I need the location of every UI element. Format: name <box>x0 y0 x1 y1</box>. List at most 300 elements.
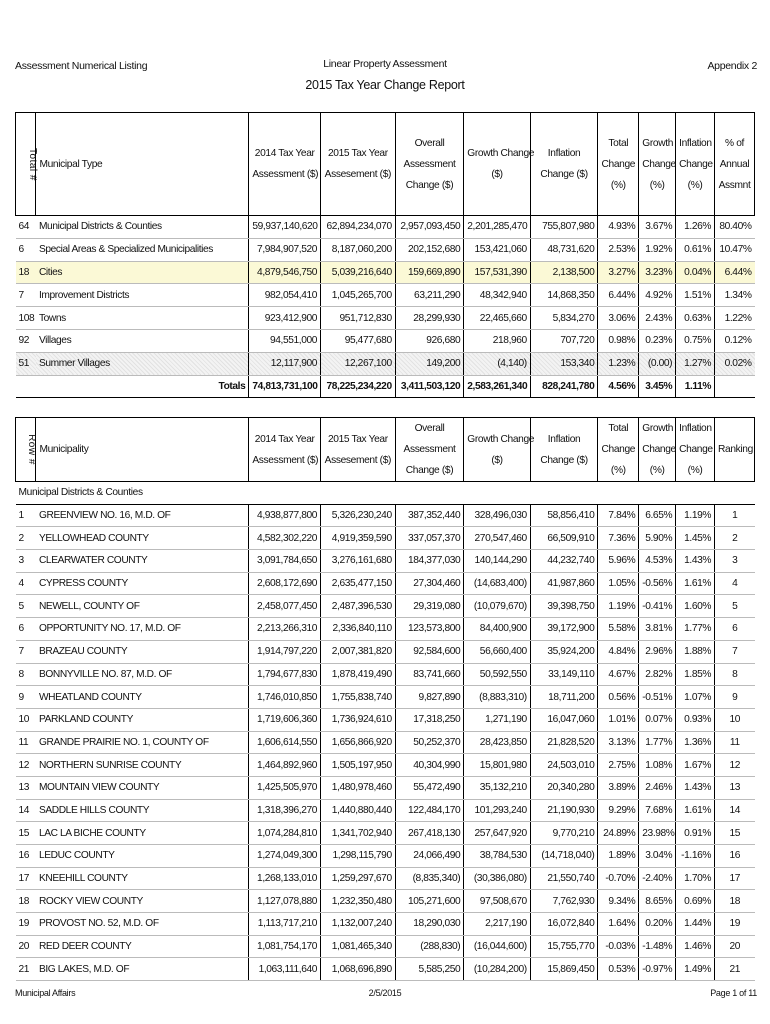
total-assessment-2015-cell: 78,225,234,220 <box>321 375 396 397</box>
growth-change-cell: (10,284,200) <box>464 958 531 981</box>
report-title-line2: 2015 Tax Year Change Report <box>305 78 465 92</box>
assessment-2014-cell: 1,746,010,850 <box>249 686 321 709</box>
inflation-change-pct-cell: 1.43% <box>676 776 715 799</box>
growth-change-header: Growth Change ($) <box>464 113 531 216</box>
row-number-cell: 21 <box>16 958 36 981</box>
growth-change-pct-cell: 3.23% <box>639 261 676 284</box>
inflation-change-pct-cell: 1.44% <box>676 913 715 936</box>
assessment-2014-cell: 12,117,900 <box>249 352 321 375</box>
municipal-type-cell: Summer Villages <box>36 352 249 375</box>
table-row <box>16 754 755 777</box>
annual-assessment-pct-cell: 0.02% <box>715 352 755 375</box>
inflation-change-cell: 39,172,900 <box>530 618 598 641</box>
row-number-cell: 11 <box>16 731 36 754</box>
inflation-change-pct-cell: 1.61% <box>676 799 715 822</box>
ranking-cell: 10 <box>715 708 755 731</box>
total-change-pct-cell: 4.93% <box>598 216 639 239</box>
municipal-type-cell: Cities <box>36 261 249 284</box>
table-row <box>16 663 755 686</box>
inflation-change-pct-cell: 1.43% <box>676 550 715 573</box>
inflation-change-cell: 24,503,010 <box>530 754 598 777</box>
overall-change-cell: 105,271,600 <box>395 890 464 913</box>
assessment-2015-cell: 1,440,880,440 <box>321 799 396 822</box>
assessment-2015-header: 2015 Tax Year Assesement ($) <box>321 113 396 216</box>
assessment-2014-cell: 2,608,172,690 <box>249 572 321 595</box>
annual-assessment-pct-cell: 1.22% <box>715 307 755 330</box>
total-count-cell: 7 <box>16 284 36 307</box>
table-row <box>16 572 755 595</box>
overall-change-cell: 29,319,080 <box>395 595 464 618</box>
ranking-cell: 9 <box>715 686 755 709</box>
row-number-cell: 16 <box>16 845 36 868</box>
detail-table-body <box>16 482 755 981</box>
annual-assessment-pct-cell: 0.12% <box>715 329 755 352</box>
overall-change-cell: 2,957,093,450 <box>395 216 464 239</box>
growth-change-pct-cell: 4.92% <box>639 284 676 307</box>
assessment-2015-cell: 12,267,100 <box>321 352 396 375</box>
assessment-2014-cell: 982,054,410 <box>249 284 321 307</box>
ranking-cell: 15 <box>715 822 755 845</box>
row-number-cell: 19 <box>16 913 36 936</box>
row-number-cell: 5 <box>16 595 36 618</box>
ranking-cell: 12 <box>715 754 755 777</box>
assessment-2015-cell: 1,656,866,920 <box>321 731 396 754</box>
inflation-change-pct-cell: 1.77% <box>676 618 715 641</box>
report-title-line1: Linear Property Assessment <box>323 58 447 70</box>
growth-change-cell: 28,423,850 <box>464 731 531 754</box>
growth-change-cell: 257,647,920 <box>464 822 531 845</box>
section-title-row <box>16 482 755 505</box>
inflation-change-cell: 15,755,770 <box>530 935 598 958</box>
municipality-cell: ROCKY VIEW COUNTY <box>36 890 249 913</box>
assessment-2014-header: 2014 Tax Year Assessment ($) <box>249 113 321 216</box>
assessment-2015-cell: 2,007,381,820 <box>321 640 396 663</box>
row-number-cell: 1 <box>16 504 36 527</box>
inflation-change-cell: 707,720 <box>530 329 598 352</box>
inflation-change-pct-cell: 1.60% <box>676 595 715 618</box>
summary-table <box>15 112 755 398</box>
assessment-2015-cell: 1,081,465,340 <box>321 935 396 958</box>
assessment-2015-cell: 2,635,477,150 <box>321 572 396 595</box>
overall-change-cell: 55,472,490 <box>395 776 464 799</box>
assessment-2014-cell: 1,268,133,010 <box>249 867 321 890</box>
inflation-change-cell: 755,807,980 <box>530 216 598 239</box>
inflation-change-cell: 20,340,280 <box>530 776 598 799</box>
inflation-change-cell: 18,711,200 <box>530 686 598 709</box>
assessment-2014-cell: 3,091,784,650 <box>249 550 321 573</box>
municipality-cell: PROVOST NO. 52, M.D. OF <box>36 913 249 936</box>
municipality-cell: BONNYVILLE NO. 87, M.D. OF <box>36 663 249 686</box>
table-row <box>16 799 755 822</box>
assessment-2014-cell: 1,127,078,880 <box>249 890 321 913</box>
inflation-change-cell: 14,868,350 <box>530 284 598 307</box>
municipal-type-cell: Villages <box>36 329 249 352</box>
ranking-cell: 3 <box>715 550 755 573</box>
total-count-cell: 92 <box>16 329 36 352</box>
inflation-change-pct-cell: 1.61% <box>676 572 715 595</box>
assessment-2015-cell: 1,068,696,890 <box>321 958 396 981</box>
total-change-pct-cell: 9.29% <box>598 799 639 822</box>
inflation-change-cell: 21,550,740 <box>530 867 598 890</box>
assessment-2015-cell: 951,712,830 <box>321 307 396 330</box>
overall-change-cell: 9,827,890 <box>395 686 464 709</box>
total-change-pct-cell: 24.89% <box>598 822 639 845</box>
ranking-cell: 20 <box>715 935 755 958</box>
municipality-cell: LAC LA BICHE COUNTY <box>36 822 249 845</box>
inflation-change-pct-cell: 1.88% <box>676 640 715 663</box>
inflation-change-cell: 16,072,840 <box>530 913 598 936</box>
row-number-cell: 14 <box>16 799 36 822</box>
ranking-cell: 13 <box>715 776 755 799</box>
row-number-cell: 18 <box>16 890 36 913</box>
summary-table-body <box>16 216 755 398</box>
growth-change-cell: 48,342,940 <box>464 284 531 307</box>
assessment-2014-cell: 1,719,606,360 <box>249 708 321 731</box>
total-change-pct-cell: 4.67% <box>598 663 639 686</box>
growth-change-cell: 328,496,030 <box>464 504 531 527</box>
annual-assessment-pct-cell: 10.47% <box>715 238 755 261</box>
report-source-label: Assessment Numerical Listing <box>15 60 148 72</box>
inflation-change-cell: 5,834,270 <box>530 307 598 330</box>
overall-change-cell: 63,211,290 <box>395 284 464 307</box>
inflation-change-cell: 35,924,200 <box>530 640 598 663</box>
table-row <box>16 216 755 239</box>
ranking-cell: 21 <box>715 958 755 981</box>
table-row <box>16 867 755 890</box>
inflation-change-pct-cell: 0.61% <box>676 238 715 261</box>
detail-table-header <box>16 418 755 482</box>
assessment-2014-header: 2014 Tax Year Assessment ($) <box>249 418 321 482</box>
overall-change-cell: 926,680 <box>395 329 464 352</box>
assessment-2015-cell: 5,039,216,640 <box>321 261 396 284</box>
assessment-2015-cell: 1,298,115,790 <box>321 845 396 868</box>
assessment-2015-cell: 1,045,265,700 <box>321 284 396 307</box>
growth-change-cell: (14,683,400) <box>464 572 531 595</box>
growth-change-cell: 15,801,980 <box>464 754 531 777</box>
municipality-cell: CLEARWATER COUNTY <box>36 550 249 573</box>
inflation-change-cell: 58,856,410 <box>530 504 598 527</box>
table-row <box>16 913 755 936</box>
overall-change-cell: 83,741,660 <box>395 663 464 686</box>
ranking-cell: 17 <box>715 867 755 890</box>
total-change-pct-cell: 4.84% <box>598 640 639 663</box>
inflation-change-cell: 33,149,110 <box>530 663 598 686</box>
overall-change-cell: 149,200 <box>395 352 464 375</box>
total-count-cell: 6 <box>16 238 36 261</box>
total-change-pct-cell: 1.23% <box>598 352 639 375</box>
detail-table <box>15 417 755 981</box>
growth-change-pct-cell: -1.48% <box>639 935 676 958</box>
inflation-change-cell: 7,762,930 <box>530 890 598 913</box>
table-row <box>16 890 755 913</box>
inflation-change-cell: 16,047,060 <box>530 708 598 731</box>
growth-change-cell: 97,508,670 <box>464 890 531 913</box>
growth-change-pct-cell: 6.65% <box>639 504 676 527</box>
table-row <box>16 935 755 958</box>
total-change-pct-cell: 1.01% <box>598 708 639 731</box>
assessment-2014-cell: 1,113,717,210 <box>249 913 321 936</box>
municipality-cell: BIG LAKES, M.D. OF <box>36 958 249 981</box>
municipality-cell: WHEATLAND COUNTY <box>36 686 249 709</box>
growth-change-cell: 101,293,240 <box>464 799 531 822</box>
row-number-cell: 4 <box>16 572 36 595</box>
municipality-header: Municipality <box>36 418 249 482</box>
ranking-cell: 6 <box>715 618 755 641</box>
assessment-2015-cell: 1,480,978,460 <box>321 776 396 799</box>
growth-change-cell: (8,883,310) <box>464 686 531 709</box>
inflation-change-cell: 41,987,860 <box>530 572 598 595</box>
inflation-change-header: Inflation Change ($) <box>530 113 598 216</box>
inflation-change-cell: 48,731,620 <box>530 238 598 261</box>
assessment-2015-cell: 1,341,702,940 <box>321 822 396 845</box>
growth-change-pct-header: Growth Change (%) <box>639 113 676 216</box>
total-count-cell: 18 <box>16 261 36 284</box>
inflation-change-pct-cell: 1.36% <box>676 731 715 754</box>
growth-change-pct-cell: (0.00) <box>639 352 676 375</box>
inflation-change-cell: 21,828,520 <box>530 731 598 754</box>
ranking-cell: 16 <box>715 845 755 868</box>
growth-change-cell: 153,421,060 <box>464 238 531 261</box>
inflation-change-pct-cell: 1.49% <box>676 958 715 981</box>
municipality-cell: YELLOWHEAD COUNTY <box>36 527 249 550</box>
total-annual-assessment-pct-cell <box>715 375 755 397</box>
overall-change-cell: 24,066,490 <box>395 845 464 868</box>
table-row <box>16 822 755 845</box>
annual-assessment-pct-cell: 6.44% <box>715 261 755 284</box>
total-change-pct-cell: 1.05% <box>598 572 639 595</box>
municipality-cell: RED DEER COUNTY <box>36 935 249 958</box>
growth-change-cell: 50,592,550 <box>464 663 531 686</box>
assessment-2014-cell: 1,425,505,970 <box>249 776 321 799</box>
growth-change-pct-cell: 23.98% <box>639 822 676 845</box>
footer-date: 2/5/2015 <box>368 988 402 998</box>
ranking-cell: 11 <box>715 731 755 754</box>
total-total-change-pct-cell: 4.56% <box>598 375 639 397</box>
growth-change-cell: 35,132,210 <box>464 776 531 799</box>
total-change-pct-cell: 5.58% <box>598 618 639 641</box>
assessment-2015-cell: 1,505,197,950 <box>321 754 396 777</box>
total-growth-change-cell: 2,583,261,340 <box>464 375 531 397</box>
section-title: Municipal Districts & Counties <box>16 482 755 505</box>
table-row <box>16 618 755 641</box>
municipality-cell: NEWELL, COUNTY OF <box>36 595 249 618</box>
assessment-2015-cell: 1,232,350,480 <box>321 890 396 913</box>
table-row <box>16 845 755 868</box>
overall-change-cell: 123,573,800 <box>395 618 464 641</box>
overall-change-cell: 50,252,370 <box>395 731 464 754</box>
municipality-cell: KNEEHILL COUNTY <box>36 867 249 890</box>
municipality-cell: MOUNTAIN VIEW COUNTY <box>36 776 249 799</box>
municipal-type-cell: Municipal Districts & Counties <box>36 216 249 239</box>
municipal-type-cell: Improvement Districts <box>36 284 249 307</box>
growth-change-cell: (16,044,600) <box>464 935 531 958</box>
growth-change-pct-cell: 3.04% <box>639 845 676 868</box>
inflation-change-pct-cell: 0.69% <box>676 890 715 913</box>
municipality-cell: PARKLAND COUNTY <box>36 708 249 731</box>
municipal-type-cell: Special Areas & Specialized Municipalities <box>36 238 249 261</box>
overall-change-cell: 17,318,250 <box>395 708 464 731</box>
inflation-change-pct-cell: 1.85% <box>676 663 715 686</box>
growth-change-pct-cell: 1.92% <box>639 238 676 261</box>
inflation-change-pct-cell: 1.51% <box>676 284 715 307</box>
total-inflation-change-cell: 828,241,780 <box>530 375 598 397</box>
growth-change-pct-cell: 2.43% <box>639 307 676 330</box>
growth-change-cell: (10,079,670) <box>464 595 531 618</box>
overall-change-cell: 184,377,030 <box>395 550 464 573</box>
total-change-pct-cell: 7.84% <box>598 504 639 527</box>
inflation-change-pct-cell: 1.19% <box>676 504 715 527</box>
inflation-change-pct-cell: 0.91% <box>676 822 715 845</box>
overall-change-cell: 267,418,130 <box>395 822 464 845</box>
annual-assessment-pct-cell: 1.34% <box>715 284 755 307</box>
assessment-2014-cell: 1,318,396,270 <box>249 799 321 822</box>
total-change-pct-cell: 7.36% <box>598 527 639 550</box>
municipality-cell: BRAZEAU COUNTY <box>36 640 249 663</box>
overall-change-cell: 40,304,990 <box>395 754 464 777</box>
assessment-2015-cell: 4,919,359,590 <box>321 527 396 550</box>
inflation-change-cell: 39,398,750 <box>530 595 598 618</box>
row-number-cell: 15 <box>16 822 36 845</box>
growth-change-pct-cell: -0.51% <box>639 686 676 709</box>
growth-change-cell: 140,144,290 <box>464 550 531 573</box>
growth-change-header: Growth Change ($) <box>464 418 531 482</box>
growth-change-cell: 2,201,285,470 <box>464 216 531 239</box>
ranking-cell: 1 <box>715 504 755 527</box>
growth-change-cell: 270,547,460 <box>464 527 531 550</box>
inflation-change-cell: 44,232,740 <box>530 550 598 573</box>
assessment-2014-cell: 2,458,077,450 <box>249 595 321 618</box>
table-row <box>16 776 755 799</box>
assessment-2014-cell: 59,937,140,620 <box>249 216 321 239</box>
municipality-cell: LEDUC COUNTY <box>36 845 249 868</box>
municipality-cell: GREENVIEW NO. 16, M.D. OF <box>36 504 249 527</box>
growth-change-cell: 22,465,660 <box>464 307 531 330</box>
assessment-2015-cell: 95,477,680 <box>321 329 396 352</box>
inflation-change-header: Inflation Change ($) <box>530 418 598 482</box>
assessment-2014-cell: 7,984,907,520 <box>249 238 321 261</box>
assessment-2014-cell: 1,914,797,220 <box>249 640 321 663</box>
inflation-change-pct-cell: 0.93% <box>676 708 715 731</box>
total-change-pct-cell: 0.98% <box>598 329 639 352</box>
total-change-pct-cell: -0.03% <box>598 935 639 958</box>
inflation-change-pct-cell: 1.45% <box>676 527 715 550</box>
overall-change-cell: (8,835,340) <box>395 867 464 890</box>
assessment-2014-cell: 1,464,892,960 <box>249 754 321 777</box>
inflation-change-pct-cell: 1.67% <box>676 754 715 777</box>
assessment-2014-cell: 1,794,677,830 <box>249 663 321 686</box>
row-number-cell: 20 <box>16 935 36 958</box>
growth-change-cell: (4,140) <box>464 352 531 375</box>
total-change-pct-cell: 0.56% <box>598 686 639 709</box>
assessment-2015-cell: 3,276,161,680 <box>321 550 396 573</box>
total-count-cell: 51 <box>16 352 36 375</box>
total-count-cell: 108 <box>16 307 36 330</box>
assessment-2014-cell: 4,582,302,220 <box>249 527 321 550</box>
assessment-2015-cell: 5,326,230,240 <box>321 504 396 527</box>
table-row <box>16 958 755 981</box>
ranking-cell: 7 <box>715 640 755 663</box>
assessment-2015-cell: 1,132,007,240 <box>321 913 396 936</box>
ranking-cell: 5 <box>715 595 755 618</box>
growth-change-pct-header: Growth Change (%) <box>639 418 676 482</box>
total-inflation-change-pct-cell: 1.11% <box>676 375 715 397</box>
table-row <box>16 527 755 550</box>
total-change-pct-cell: 0.53% <box>598 958 639 981</box>
assessment-2014-cell: 923,412,900 <box>249 307 321 330</box>
row-number-cell: 7 <box>16 640 36 663</box>
growth-change-pct-cell: -0.97% <box>639 958 676 981</box>
growth-change-cell: 56,660,400 <box>464 640 531 663</box>
growth-change-cell: (30,386,080) <box>464 867 531 890</box>
table-row <box>16 708 755 731</box>
table-row <box>16 550 755 573</box>
inflation-change-cell: (14,718,040) <box>530 845 598 868</box>
inflation-change-cell: 9,770,210 <box>530 822 598 845</box>
assessment-2015-header: 2015 Tax Year Assesement ($) <box>321 418 396 482</box>
ranking-cell: 4 <box>715 572 755 595</box>
growth-change-pct-cell: -0.56% <box>639 572 676 595</box>
growth-change-pct-cell: 3.81% <box>639 618 676 641</box>
growth-change-cell: 157,531,390 <box>464 261 531 284</box>
overall-change-cell: (288,830) <box>395 935 464 958</box>
total-change-pct-cell: 9.34% <box>598 890 639 913</box>
municipality-cell: SADDLE HILLS COUNTY <box>36 799 249 822</box>
report-title <box>0 58 770 92</box>
inflation-change-pct-cell: 0.63% <box>676 307 715 330</box>
total-change-pct-cell: 2.75% <box>598 754 639 777</box>
assessment-2015-cell: 8,187,060,200 <box>321 238 396 261</box>
annual-assessment-pct-cell: 80.40% <box>715 216 755 239</box>
overall-change-cell: 27,304,460 <box>395 572 464 595</box>
growth-change-cell: 1,271,190 <box>464 708 531 731</box>
ranking-cell: 2 <box>715 527 755 550</box>
ranking-header: Ranking <box>715 418 755 482</box>
row-number-header: Row # <box>16 418 36 482</box>
ranking-cell: 8 <box>715 663 755 686</box>
table-row <box>16 686 755 709</box>
table-row <box>16 640 755 663</box>
inflation-change-cell: 153,340 <box>530 352 598 375</box>
growth-change-pct-cell: 2.96% <box>639 640 676 663</box>
inflation-change-cell: 66,509,910 <box>530 527 598 550</box>
assessment-2014-cell: 1,274,049,300 <box>249 845 321 868</box>
total-assessment-2014-cell: 74,813,731,100 <box>249 375 321 397</box>
overall-change-cell: 387,352,440 <box>395 504 464 527</box>
total-change-pct-cell: 1.64% <box>598 913 639 936</box>
row-number-cell: 8 <box>16 663 36 686</box>
growth-change-pct-cell: -0.41% <box>639 595 676 618</box>
assessment-2014-cell: 1,081,754,170 <box>249 935 321 958</box>
assessment-2014-cell: 2,213,266,310 <box>249 618 321 641</box>
growth-change-pct-cell: 7.68% <box>639 799 676 822</box>
appendix-label: Appendix 2 <box>707 60 757 72</box>
municipal-type-cell: Towns <box>36 307 249 330</box>
total-change-pct-cell: 6.44% <box>598 284 639 307</box>
assessment-2014-cell: 94,551,000 <box>249 329 321 352</box>
assessment-2015-cell: 2,487,396,530 <box>321 595 396 618</box>
growth-change-pct-cell: 4.53% <box>639 550 676 573</box>
ranking-cell: 19 <box>715 913 755 936</box>
growth-change-cell: 218,960 <box>464 329 531 352</box>
growth-change-cell: 38,784,530 <box>464 845 531 868</box>
total-change-pct-header: Total Change (%) <box>598 418 639 482</box>
growth-change-pct-cell: 1.77% <box>639 731 676 754</box>
table-row <box>16 595 755 618</box>
row-number-cell: 6 <box>16 618 36 641</box>
annual-assessment-pct-header: % of Annual Assmnt <box>715 113 755 216</box>
overall-change-cell: 202,152,680 <box>395 238 464 261</box>
table-row <box>16 261 755 284</box>
